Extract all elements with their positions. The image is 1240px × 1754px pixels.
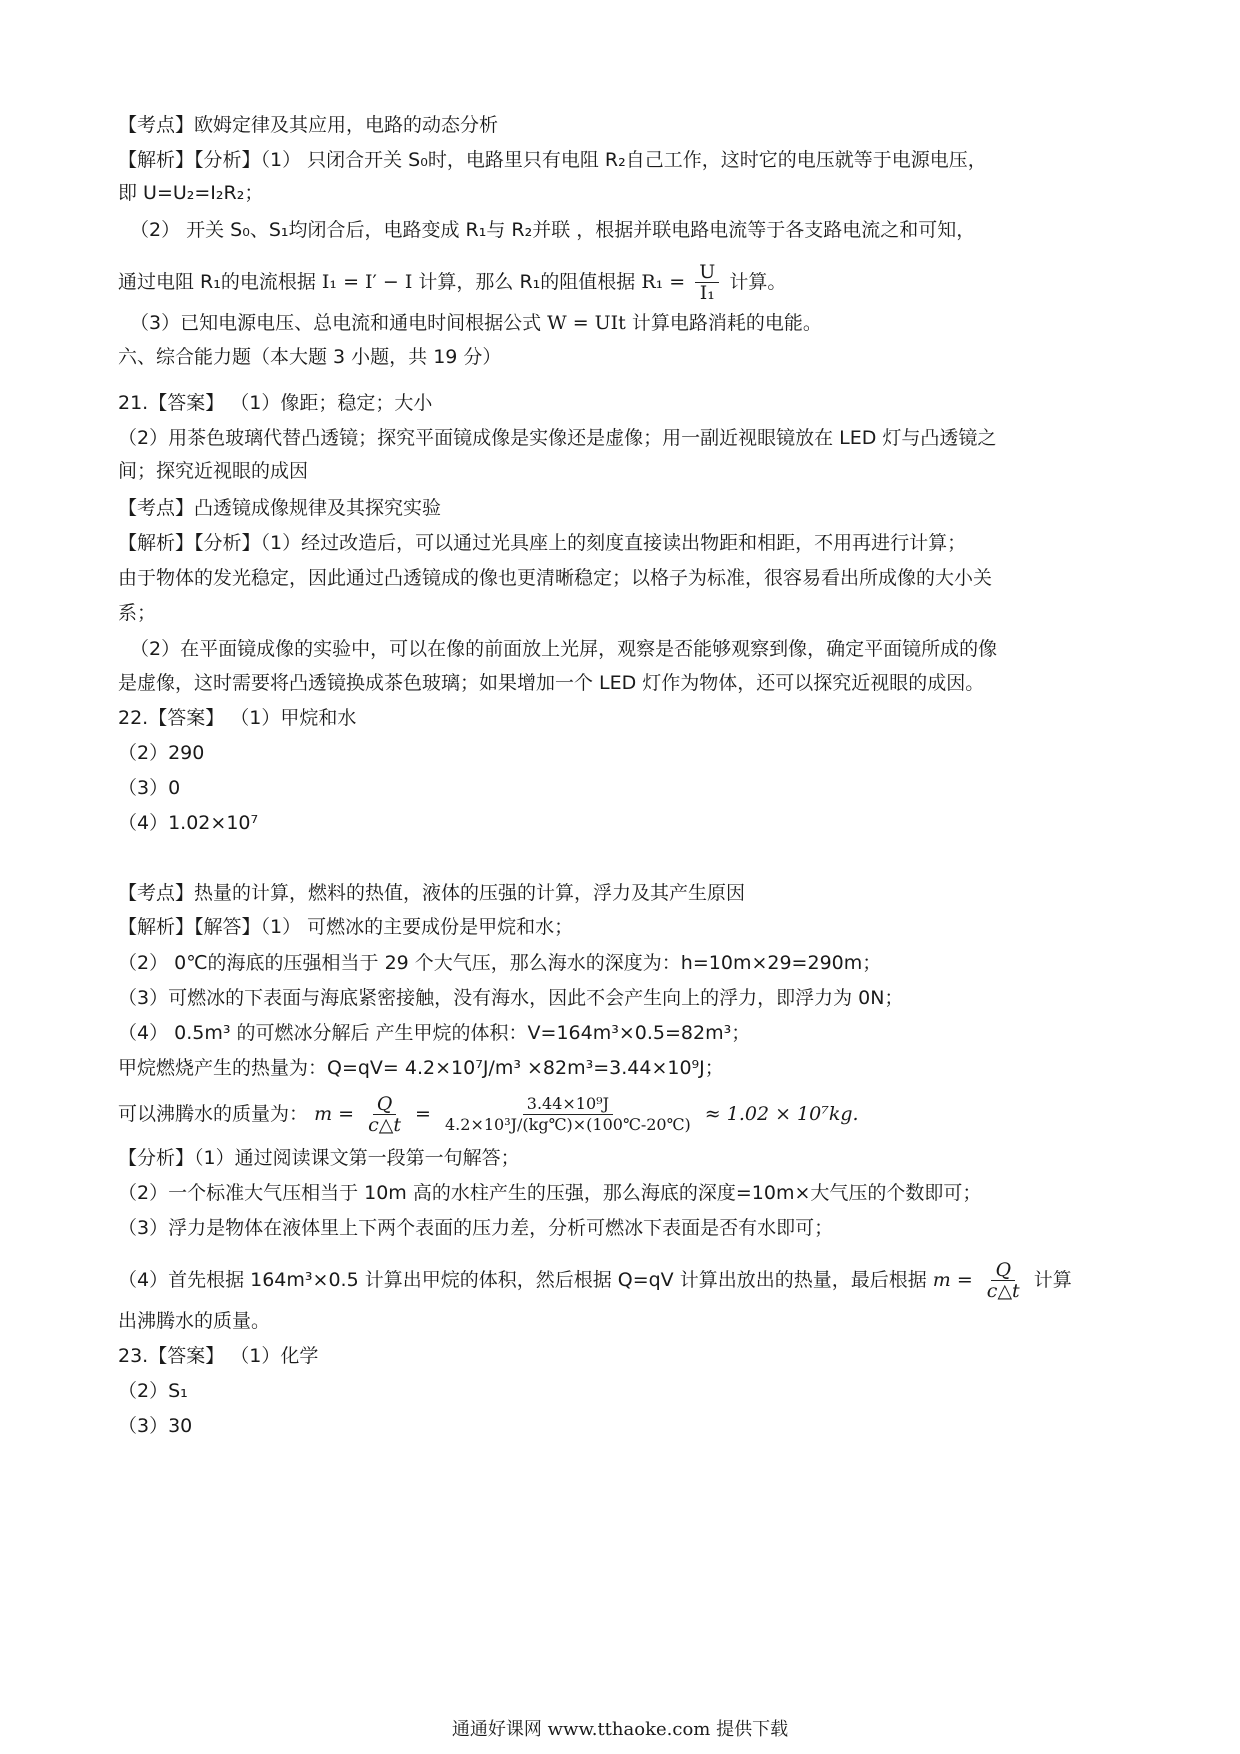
mass-result: ≈ 1.02 × 10⁷kg.: [704, 1103, 859, 1125]
q20-jiexi-2b-post: 计算。: [729, 271, 787, 293]
fraction-numerator: U: [695, 262, 719, 283]
q20-jiexi-3-pre: （3）已知电源电压、总电流和通电时间根据公式: [130, 312, 542, 334]
q22-jieda-6: [118, 1094, 859, 1135]
q21-answer-2b: 间；探究近视眼的成因: [118, 460, 309, 482]
section6-title: 六、综合能力题（本大题 3 小题，共 19 分）: [118, 346, 502, 368]
q21-jiexi-1c: 系；: [118, 602, 157, 624]
q22-jieda-1: 【解析】【解答】（1） 可燃冰的主要成份是甲烷和水；: [118, 916, 574, 938]
q22-answer-3: （3）0: [118, 777, 181, 799]
q20-kaodian: 【考点】欧姆定律及其应用，电路的动态分析: [118, 114, 499, 136]
fraction-denominator: c△t: [986, 1280, 1020, 1302]
fraction-numerator: Q: [991, 1260, 1015, 1281]
q22-jieda-3: （3）可燃冰的下表面与海底紧密接触，没有海水，因此不会产生向上的浮力，即浮力为 0N；: [118, 987, 904, 1009]
mass-fraction-symbolic: [364, 1094, 405, 1135]
q22-jieda-5: 甲烷燃烧产生的热量为：Q=qV= 4.2×10⁷J/m³ ×82m³=3.44×10⁹J；: [118, 1057, 724, 1079]
fraction-numerator: 3.44×10⁹J: [523, 1094, 613, 1115]
q23-answer-1: 23.【答案】 （1）化学: [118, 1345, 319, 1367]
q21-answer-1: 21.【答案】 （1）像距；稳定；大小: [118, 392, 433, 414]
q20-current-formula: I₁ = I′ − I: [321, 271, 413, 293]
q21-jiexi-1b: 由于物体的发光稳定，因此通过凸透镜成的像也更清晰稳定；以格子为标准，很容易看出所成像的大小关: [118, 567, 993, 589]
q20-jiexi-2b-pre: 通过电阻 R₁的电流根据: [118, 271, 316, 293]
q20-resistance-fraction: [695, 262, 719, 303]
fraction-denominator: 4.2×10³J/(kg℃)×(100℃-20℃): [445, 1115, 691, 1134]
q20-energy-formula: W = UIt: [547, 312, 626, 334]
q22-jieda-4: （4） 0.5m³ 的可燃冰分解后 产生甲烷的体积：V=164m³×0.5=82m³；: [118, 1022, 751, 1044]
q22-fenxi-1: 【分析】（1）通过阅读课文第一段第一句解答；: [118, 1147, 520, 1169]
mass-fraction-symbolic: [983, 1260, 1024, 1301]
q22-fenxi-2: （2）一个标准大气压相当于 10m 高的水柱产生的压强，那么海底的深度=10m×大气压的个数即可；: [118, 1182, 982, 1204]
mass-fraction-numeric: [441, 1094, 695, 1135]
q22-fenxi-4-pre: （4）首先根据 164m³×0.5 计算出甲烷的体积，然后根据 Q=qV 计算出放出的热量，最后根据: [118, 1269, 927, 1291]
q22-fenxi-4b: 出沸腾水的质量。: [118, 1310, 271, 1332]
fraction-denominator: c△t: [368, 1114, 401, 1136]
q20-jiexi-2a: （2） 开关 S₀、S₁均闭合后，电路变成 R₁与 R₂并联 ，根据并联电路电流等于各支路电流之和可知，: [130, 219, 976, 241]
q20-jiexi-1b: 即 U=U₂=I₂R₂；: [118, 182, 264, 204]
fraction-numerator: Q: [373, 1094, 397, 1115]
q22-answer-1: 22.【答案】 （1）甲烷和水: [118, 707, 357, 729]
mass-formula-lhs: m =: [932, 1269, 973, 1291]
q22-jieda-2: （2） 0℃的海底的压强相当于 29 个大气压，那么海水的深度为：h=10m×29=290m；: [118, 952, 882, 974]
q23-answer-2: （2）S₁: [118, 1380, 188, 1402]
q20-jiexi-1a: 【解析】【分析】（1） 只闭合开关 S₀时，电路里只有电阻 R₂自己工作，这时它的电压就等于电源电压，: [118, 149, 987, 171]
q23-answer-3: （3）30: [118, 1415, 193, 1437]
q22-answer-2: （2）290: [118, 742, 205, 764]
fraction-denominator: I₁: [699, 282, 715, 304]
q20-jiexi-3: [130, 310, 822, 336]
page-footer: 通通好课网 www.tthaoke.com 提供下载: [451, 1719, 789, 1740]
q21-kaodian: 【考点】凸透镜成像规律及其探究实验: [118, 497, 442, 519]
q21-jiexi-1a: 【解析】【分析】（1）经过改造后，可以通过光具座上的刻度直接读出物距和相距，不用再进行计算；: [118, 532, 967, 554]
q20-jiexi-3-post: 计算电路消耗的电能。: [631, 312, 822, 334]
q21-jiexi-2b: 是虚像，这时需要将凸透镜换成茶色玻璃；如果增加一个 LED 灯作为物体，还可以探究近视眼的成因。: [118, 672, 985, 694]
q21-jiexi-2a: （2）在平面镜成像的实验中，可以在像的前面放上光屏，观察是否能够观察到像，确定平面镜所成的像: [130, 638, 998, 660]
q20-jiexi-2b: [118, 262, 786, 303]
q21-answer-2a: （2）用茶色玻璃代替凸透镜；探究平面镜成像是实像还是虚像；用一副近视眼镜放在 LED 灯与凸透镜之: [118, 427, 997, 449]
mass-formula-lhs: m =: [314, 1103, 355, 1125]
q22-answer-4: （4）1.02×10⁷: [118, 812, 259, 834]
q22-fenxi-4-post: 计算: [1033, 1269, 1072, 1291]
q22-jieda-6-pre: 可以沸腾水的质量为：: [118, 1103, 309, 1125]
q22-fenxi-4: [118, 1260, 1072, 1301]
q20-jiexi-2b-mid: 计算，那么 R₁的阻值根据: [418, 271, 636, 293]
q22-kaodian: 【考点】热量的计算，燃料的热值，液体的压强的计算，浮力及其产生原因: [118, 882, 746, 904]
q20-resistance-formula-lhs: R₁ =: [641, 271, 686, 293]
equals-sign: =: [415, 1103, 431, 1125]
q22-fenxi-3: （3）浮力是物体在液体里上下两个表面的压力差，分析可燃冰下表面是否有水即可；: [118, 1217, 834, 1239]
